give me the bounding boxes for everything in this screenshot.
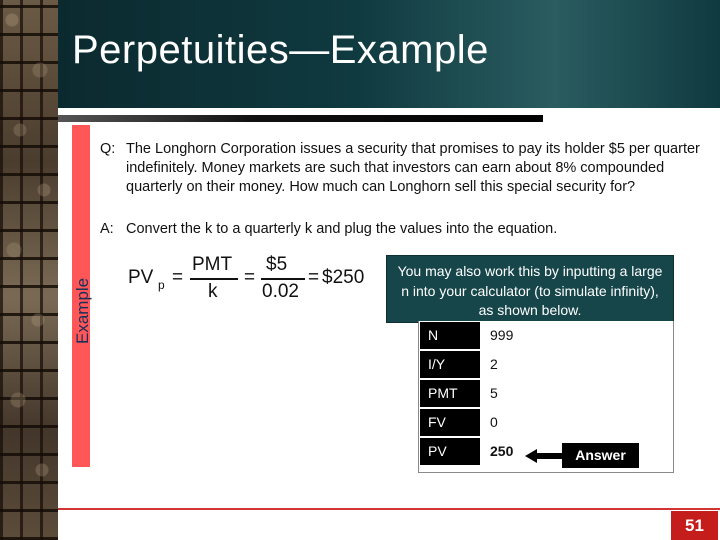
slide-title: Perpetuities—Example [72,28,489,72]
answer-text: Convert the k to a quarterly k and plug the values into the equation. [126,221,558,237]
formula-equals-3: = [308,267,320,288]
formula-lhs: PV [128,267,154,288]
calculator-callout [386,255,674,323]
question-prefix: Q: [100,141,116,157]
title-underline [58,115,543,122]
formula-result: $250 [322,267,365,288]
callout-text: You may also work this by inputting a large n into your calculator (to simulate infinity), as shown below. [397,263,663,318]
calc-key: PV [420,438,480,465]
question-text: The Longhorn Corporation issues a security that promises to pay its holder $5 per quarter indefinitely. Money markets are such that investors can earn about 8% compounded quarterly on their money. How much can Longhorn sell this special security for? [126,141,700,195]
calc-value: 0 [490,414,498,430]
calc-value: 2 [490,356,498,372]
formula-denominator-k: k [208,281,218,302]
perpetuity-formula [128,254,368,304]
calc-row-fv [419,408,673,437]
calc-row-pmt [419,379,673,408]
fraction-bar-2 [261,278,305,280]
calc-key: FV [420,409,480,436]
bottom-rule [58,508,720,510]
side-label-wrapper [73,277,92,356]
calc-row-iy [419,350,673,379]
formula-numerator-5: $5 [266,254,288,275]
side-label: Example [73,277,92,344]
formula-denominator-002: 0.02 [262,281,299,302]
formula-equals-2: = [244,267,256,288]
fraction-bar-1 [190,278,238,280]
calc-key: I/Y [420,351,480,378]
calc-key: PMT [420,380,480,407]
formula-lhs-subscript: p [158,278,165,292]
arrow-left-icon [525,449,565,463]
calc-key: N [420,322,480,349]
calc-value: 999 [490,327,514,343]
stone-texture-overlay [0,0,58,540]
calc-value: 5 [490,385,498,401]
answer-label: Answer [562,443,639,468]
answer-prefix: A: [100,221,114,237]
formula-equals-1: = [172,267,184,288]
calc-row-n [419,321,673,350]
page-number: 51 [671,511,718,540]
formula-numerator-pmt: PMT [192,254,233,275]
calc-value: 250 [490,443,514,459]
